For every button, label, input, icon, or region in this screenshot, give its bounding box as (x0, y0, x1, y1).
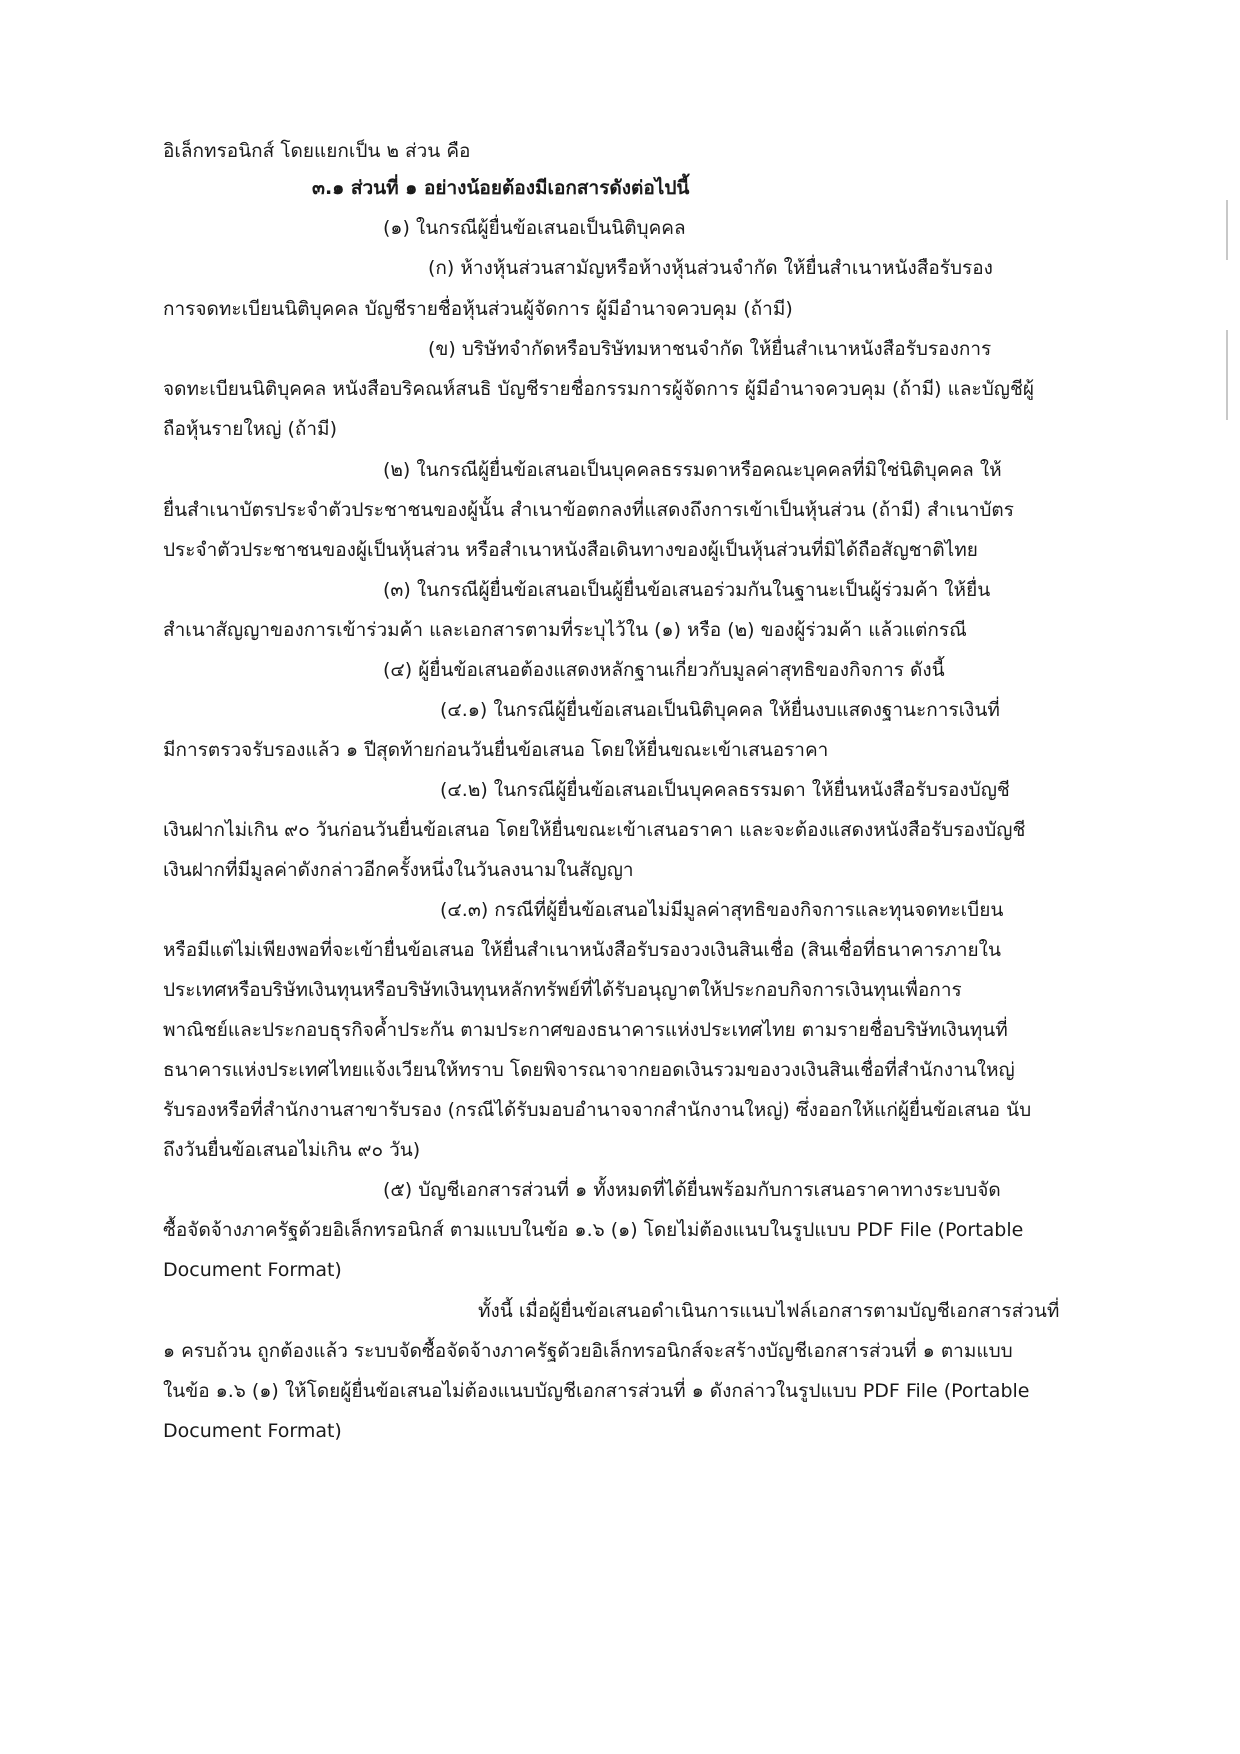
text-line: ในข้อ ๑.๖ (๑) ให้โดยผู้ยื่นข้อเสนอไม่ต้องแนบบัญชีเอกสารส่วนที่ ๑ ดังกล่าวในรูปแบบ PDF File (Portable (163, 1380, 1030, 1402)
text-line: หรือมีแต่ไม่เพียงพอที่จะเข้ายื่นข้อเสนอ ให้ยื่นสำเนาหนังสือรับรองวงเงินสินเชื่อ (สินเชื่อที่ธนาคารภายใน (163, 939, 1001, 961)
text-line: (ข) บริษัทจำกัดหรือบริษัทมหาชนจำกัด ให้ยื่นสำเนาหนังสือรับรองการ (428, 338, 992, 360)
text-line: มีการตรวจรับรองแล้ว ๑ ปีสุดท้ายก่อนวันยื่นข้อเสนอ โดยให้ยื่นขณะเข้าเสนอราคา (163, 739, 829, 761)
text-line: เงินฝากที่มีมูลค่าดังกล่าวอีกครั้งหนึ่งในวันลงนามในสัญญา (163, 859, 634, 881)
text-line: ถึงวันยื่นข้อเสนอไม่เกิน ๙๐ วัน) (163, 1139, 421, 1161)
text-line: ถือหุ้นรายใหญ่ (ถ้ามี) (163, 418, 337, 440)
text-line: (๓) ในกรณีผู้ยื่นข้อเสนอเป็นผู้ยื่นข้อเสนอร่วมกันในฐานะเป็นผู้ร่วมค้า ให้ยื่น (383, 579, 991, 601)
scan-edge-mark (1226, 330, 1228, 420)
text-line: ซื้อจัดจ้างภาครัฐด้วยอิเล็กทรอนิกส์ ตามแบบในข้อ ๑.๖ (๑) โดยไม่ต้องแนบในรูปแบบ PDF File (Portable (163, 1219, 1024, 1241)
text-line: พาณิชย์และประกอบธุรกิจค้ำประกัน ตามประกาศของธนาคารแห่งประเทศไทย ตามรายชื่อบริษัทเงินทุนที่ (163, 1019, 1008, 1041)
text-line: ทั้งนี้ เมื่อผู้ยื่นข้อเสนอดำเนินการแนบไฟล์เอกสารตามบัญชีเอกสารส่วนที่ (478, 1300, 1060, 1322)
text-line: สำเนาสัญญาของการเข้าร่วมค้า และเอกสารตามที่ระบุไว้ใน (๑) หรือ (๒) ของผู้ร่วมค้า แล้วแต่กรณี (163, 619, 967, 641)
text-line: (๕) บัญชีเอกสารส่วนที่ ๑ ทั้งหมดที่ได้ยื่นพร้อมกับการเสนอราคาทางระบบจัด (383, 1179, 1001, 1201)
text-line: (๔) ผู้ยื่นข้อเสนอต้องแสดงหลักฐานเกี่ยวกับมูลค่าสุทธิของกิจการ ดังนี้ (383, 659, 945, 681)
text-line: (๔.๑) ในกรณีผู้ยื่นข้อเสนอเป็นนิติบุคคล ให้ยื่นงบแสดงฐานะการเงินที่ (440, 699, 1000, 721)
text-line: (๔.๒) ในกรณีผู้ยื่นข้อเสนอเป็นบุคคลธรรมดา ให้ยื่นหนังสือรับรองบัญชี (440, 779, 1010, 801)
text-line: อิเล็กทรอนิกส์ โดยแยกเป็น ๒ ส่วน คือ (163, 140, 471, 162)
text-line: (ก) ห้างหุ้นส่วนสามัญหรือห้างหุ้นส่วนจำกัด ให้ยื่นสำเนาหนังสือรับรอง (428, 257, 993, 279)
section-heading: ๓.๑ ส่วนที่ ๑ อย่างน้อยต้องมีเอกสารดังต่อไปนี้ (312, 177, 690, 199)
text-line: (๑) ในกรณีผู้ยื่นข้อเสนอเป็นนิติบุคคล (383, 217, 686, 239)
text-line: (๔.๓) กรณีที่ผู้ยื่นข้อเสนอไม่มีมูลค่าสุทธิของกิจการและทุนจดทะเบียน (440, 899, 1004, 921)
text-line: จดทะเบียนนิติบุคคล หนังสือบริคณห์สนธิ บัญชีรายชื่อกรรมการผู้จัดการ ผู้มีอำนาจควบคุม (ถ้ามี) และบัญชีผู้ (163, 378, 1034, 400)
scan-edge-mark (1226, 200, 1228, 260)
text-line: การจดทะเบียนนิติบุคคล บัญชีรายชื่อหุ้นส่วนผู้จัดการ ผู้มีอำนาจควบคุม (ถ้ามี) (163, 298, 793, 320)
text-line: (๒) ในกรณีผู้ยื่นข้อเสนอเป็นบุคคลธรรมดาหรือคณะบุคคลที่มิใช่นิติบุคคล ให้ (383, 459, 1002, 481)
text-line: Document Format) (163, 1259, 342, 1281)
text-line: ธนาคารแห่งประเทศไทยแจ้งเวียนให้ทราบ โดยพิจารณาจากยอดเงินรวมของวงเงินสินเชื่อที่สำนักงานใหญ่ (163, 1059, 1015, 1081)
text-line: ยื่นสำเนาบัตรประจำตัวประชาชนของผู้นั้น สำเนาข้อตกลงที่แสดงถึงการเข้าเป็นหุ้นส่วน (ถ้ามี) สำเนาบัตร (163, 499, 1014, 521)
text-line: ประจำตัวประชาชนของผู้เป็นหุ้นส่วน หรือสำเนาหนังสือเดินทางของผู้เป็นหุ้นส่วนที่มิได้ถือสัญชาติไทย (163, 539, 978, 561)
text-line: ๑ ครบถ้วน ถูกต้องแล้ว ระบบจัดซื้อจัดจ้างภาครัฐด้วยอิเล็กทรอนิกส์จะสร้างบัญชีเอกสารส่วนที่ ๑ ตามแบบ (163, 1340, 1013, 1362)
text-line: ประเทศหรือบริษัทเงินทุนหรือบริษัทเงินทุนหลักทรัพย์ที่ได้รับอนุญาตให้ประกอบกิจการเงินทุนเพื่อการ (163, 979, 962, 1001)
text-line: รับรองหรือที่สำนักงานสาขารับรอง (กรณีได้รับมอบอำนาจจากสำนักงานใหญ่) ซึ่งออกให้แก่ผู้ยื่นข้อเสนอ นับ (163, 1099, 1032, 1121)
text-line: เงินฝากไม่เกิน ๙๐ วันก่อนวันยื่นข้อเสนอ โดยให้ยื่นขณะเข้าเสนอราคา และจะต้องแสดงหนังสือรับรองบัญชี (163, 819, 1026, 841)
text-line: Document Format) (163, 1420, 342, 1442)
